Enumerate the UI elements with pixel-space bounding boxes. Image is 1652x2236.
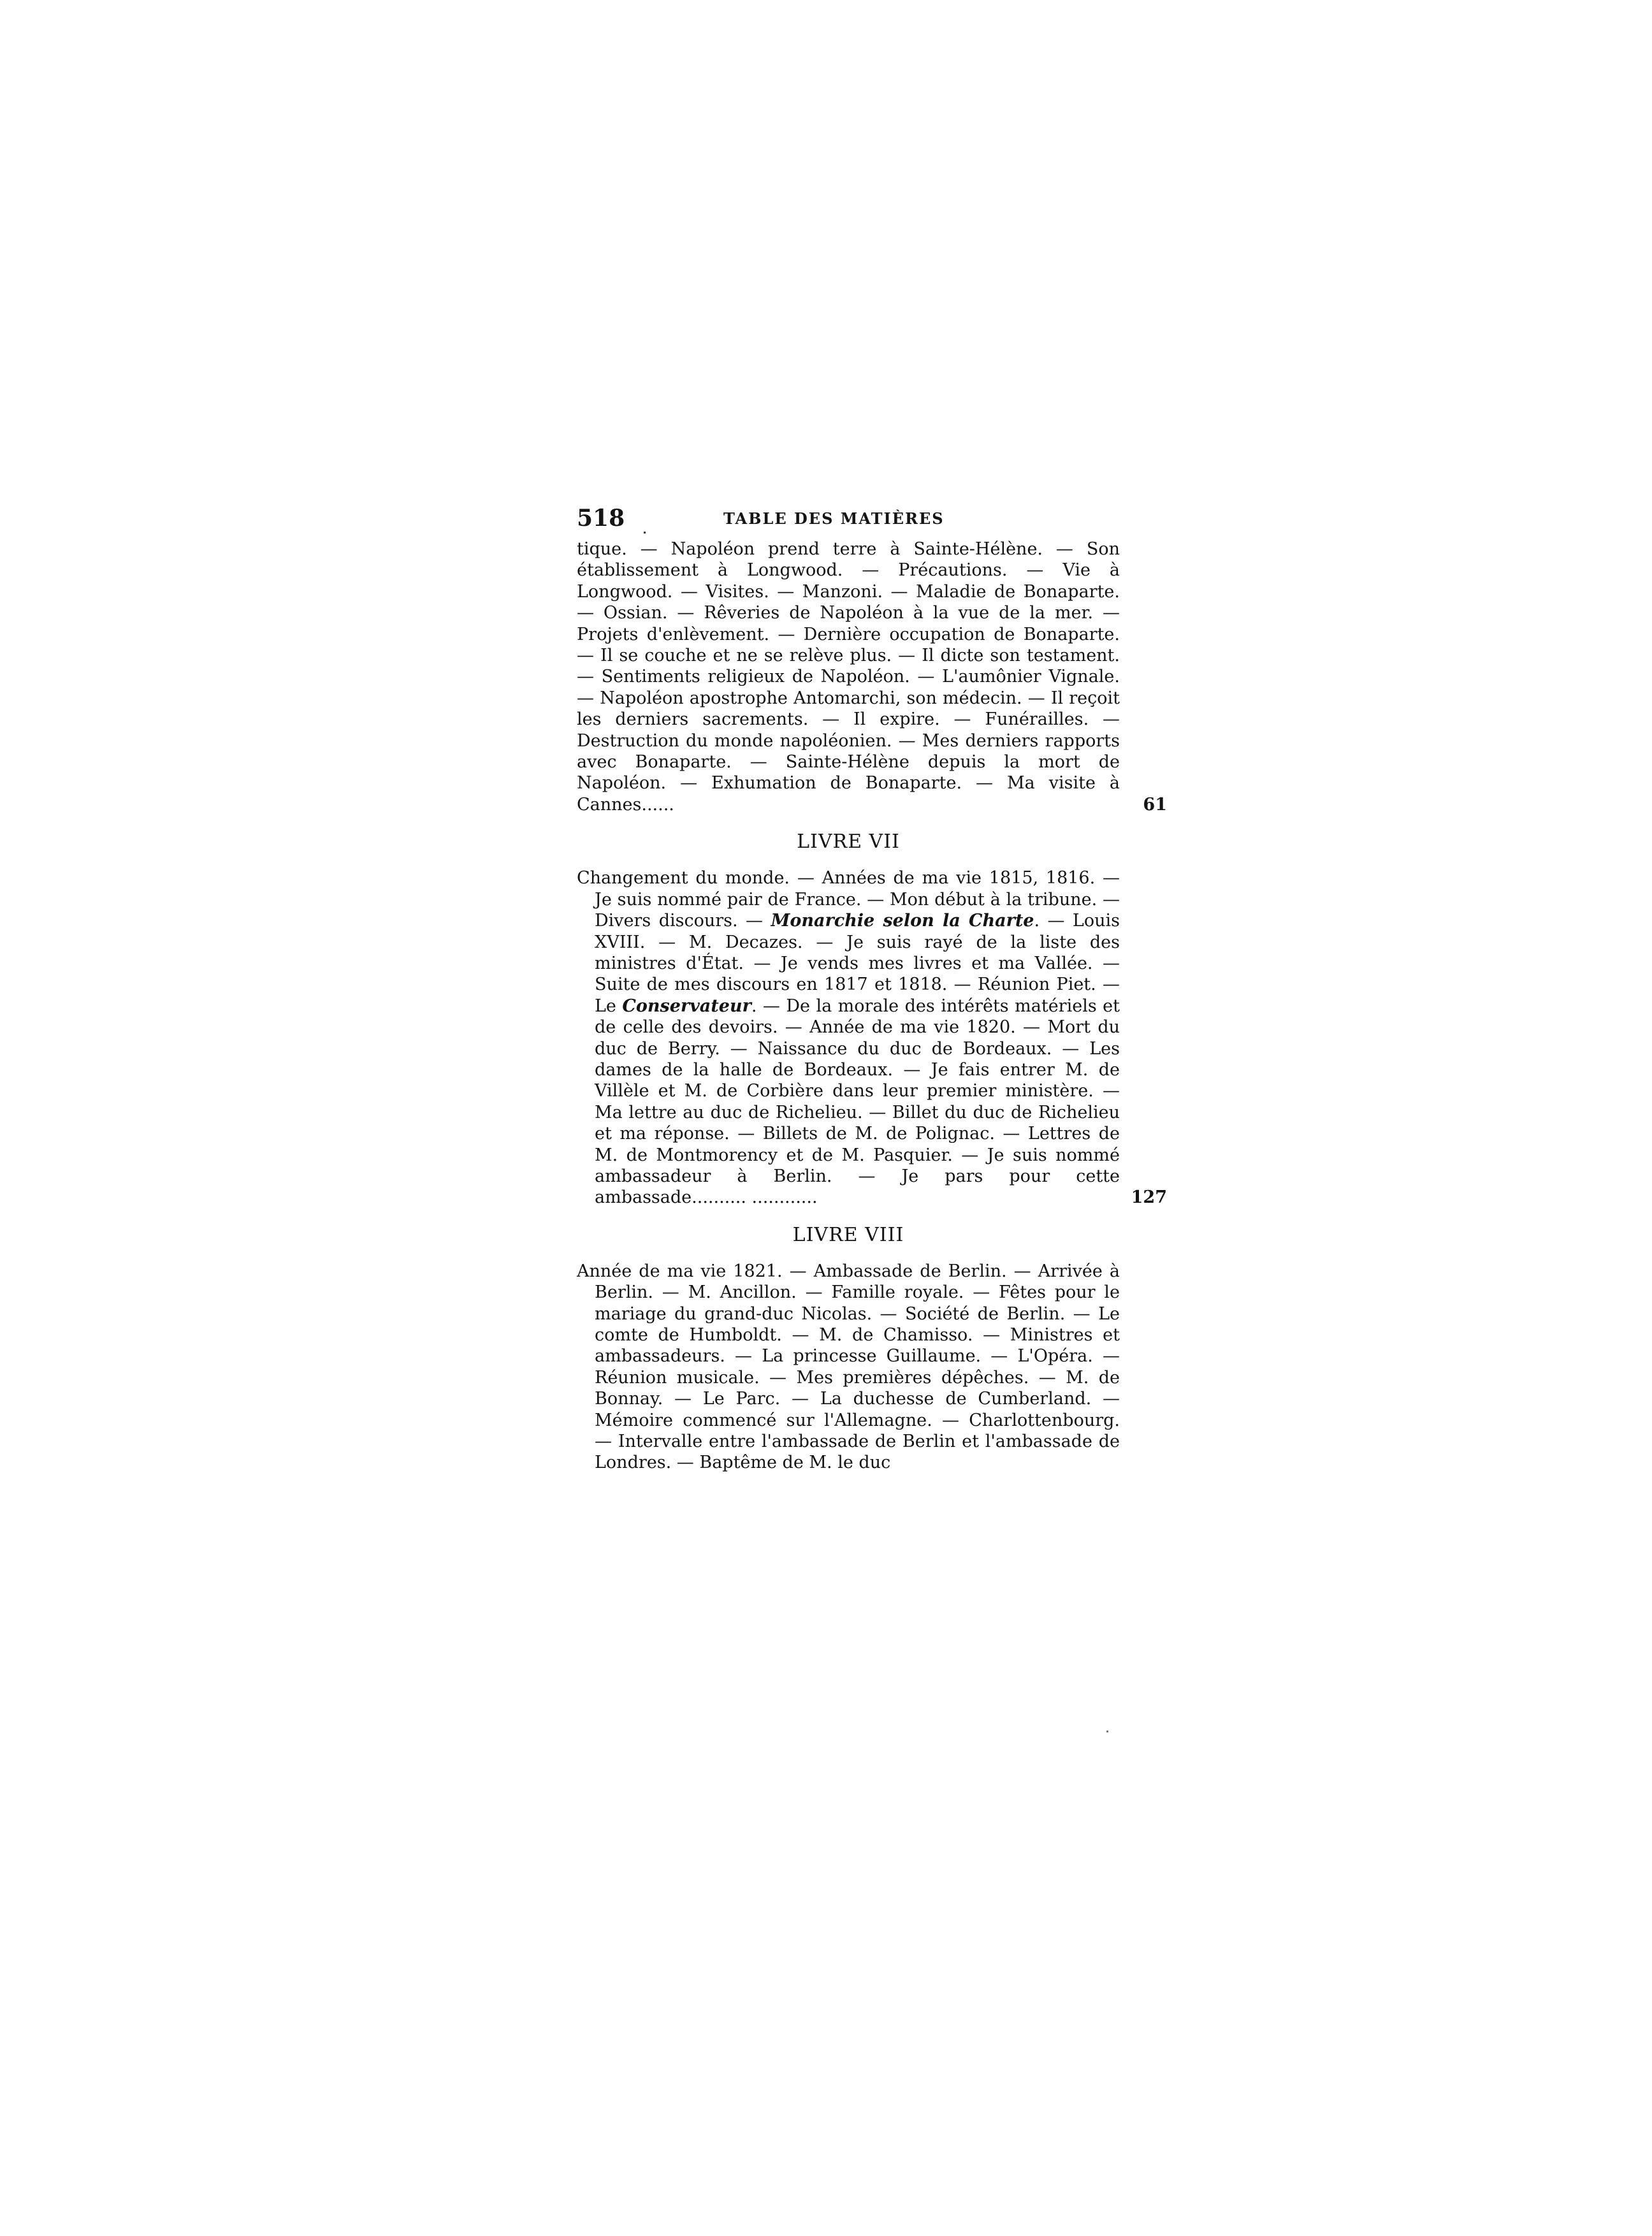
livre-vii-heading: LIVRE VII: [797, 831, 900, 853]
livre-viii-heading: LIVRE VIII: [792, 1223, 904, 1246]
toc-entry-continuation: [577, 539, 1167, 815]
page-number: 518: [577, 505, 625, 532]
toc-page: [577, 505, 1170, 1474]
print-speck: [644, 532, 646, 534]
entry-text: . — Louis XVIII. — M. Decazes. — Je suis rayé de la liste des ministres d'État. — Je vends mes livres et ma Vallée. — Suite de mes discours en 1817 et 1818. — Réunion Piet. — Le: [595, 911, 1120, 1016]
entry-title-italic: Conservateur: [622, 996, 751, 1016]
entry-text: tique. — Napoléon prend terre à Sainte-Hélène. — Son établissement à Longwood. — Précautions. — Vie à Longwood. — Visites. — Manzoni. — Maladie de Bonaparte. — Ossian. — Rêveries de Napoléon à la vue de la mer. — Projets d'enlèvement. — Dernière occupation de Bonaparte. — Il se couche et ne se relève plus. — Il dicte son testament. — Sentiments religieux de Napoléon. — L'aumônier Vignale. — Napoléon apostrophe Antomarchi, son médecin. — Il reçoit les derniers sacrements. — Il expire. — Funérailles. — Destruction du monde napoléonien. — Mes derniers rapports avec Bonaparte. — Sainte-Hélène depuis la mort de Napoléon. — Exhumation de Bonaparte. — Ma visite à Cannes......: [577, 539, 1120, 815]
entry-text: Année de ma vie 1821. — Ambassade de Berlin. — Arrivée à Berlin. — M. Ancillon. — Famille royale. — Fêtes pour le mariage du grand-duc Nicolas. — Société de Berlin. — Le comte de Humboldt. — M. de Chamisso. — Ministres et ambassadeurs. — La princesse Guillaume. — L'Opéra. — Réunion musicale. — Mes premières dépêches. — M. de Bonnay. — Le Parc. — La duchesse de Cumberland. — Mémoire commencé sur l'Allemagne. — Charlottenbourg. — Intervalle entre l'ambassade de Berlin et l'ambassade de Londres. — Baptême de M. le duc: [577, 1261, 1120, 1473]
entry-title-italic: Monarchie selon la Charte: [771, 911, 1034, 931]
print-speck: [1106, 1731, 1108, 1732]
entry-text: Changement du monde. — Années de ma vie 1815, 1816. — Je suis nommé pair de France. — Mon début à la tribune. — Divers discours. —: [577, 868, 1120, 931]
toc-body: [577, 539, 1167, 1474]
toc-entry-livre-viii: [577, 1261, 1120, 1474]
entry-text: . — De la morale des intérêts matériels et de celle des devoirs. — Année de ma vie 1820. — Mort du duc de Berry. — Naissance du duc de Bordeaux. — Les dames de la halle de Bordeaux. — Je fais entrer M. de Villèle et M. de Corbière dans leur premier ministère. — Ma lettre au duc de Richelieu. — Billet du duc de Richelieu et ma réponse. — Billets de M. de Polignac. — Lettres de M. de Montmorency et de M. Pasquier. — Je suis nommé ambassadeur à Berlin. — Je pars pour cette ambassade.......... ............: [595, 996, 1120, 1208]
entry-page-ref: 61: [1143, 794, 1167, 815]
entry-page-ref: 127: [1131, 1187, 1167, 1208]
running-title: TABLE DES MATIÈRES: [723, 509, 945, 528]
toc-entry-livre-vii: [577, 868, 1167, 1209]
page-header: [577, 505, 1170, 539]
